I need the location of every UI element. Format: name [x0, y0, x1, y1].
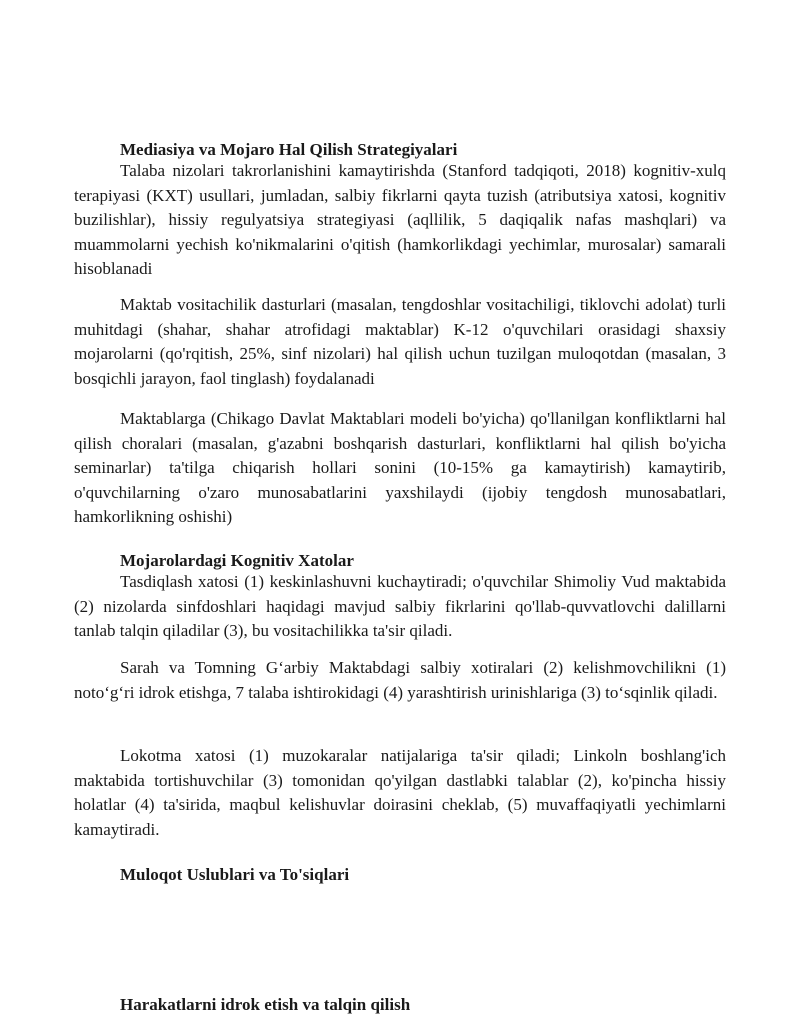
section-heading-mediation: Mediasiya va Mojaro Hal Qilish Strategiyalari — [120, 140, 458, 159]
paragraph-text: Maktab vositachilik dasturlari (masalan, tengdoshlar vositachiligi, tiklovchi adolat) turli muhitdagi (shahar, shahar atrofidagi maktablar) K-12 o'quvchilari orasidagi shaxsiy mojarolarni (qo'rqitish, 25%, sinf nizolari) hal qilish uchun tuzilgan muloqotdan (masalan, 3 bosqichli jarayon, faol tinglash) foydalanadi — [74, 295, 726, 388]
paragraph-text: Maktablarga (Chikago Davlat Maktablari modeli bo'yicha) qo'llanilgan konfliktlarni hal qilish choralari (masalan, g'azabni boshqarish dasturlari, konfliktlarni hal qilish bo'yicha seminarlar) ta'tilga chiqarish hollari sonini (10-15% ga kamaytirish) kamaytirib, o'quvchilarning o'zaro munosabatlarini yaxshilaydi (ijobiy tengdosh munosabatlari, hamkorlikning oshishi) — [74, 409, 726, 526]
paragraph-anchoring-error — [74, 744, 726, 842]
paragraph-text: Tasdiqlash xatosi (1) keskinlashuvni kuchaytiradi; o'quvchilar Shimoliy Vud maktabida (2) nizolarda sinfdoshlari haqidagi mavjud salbiy fikrlarini qo'llab-quvvatlovchi dalillarni tanlab talqin qiladilar (3), bu vositachilikka ta'sir qiladi. — [74, 572, 726, 640]
paragraph-confirmation-bias — [74, 570, 726, 644]
paragraph-text: Lokotma xatosi (1) muzokaralar natijalariga ta'sir qiladi; Linkoln boshlang'ich maktabida tortishuvchilar (3) tomonidan qo'yilgan dastlabki talablar (2), ko'pincha hissiy holatlar (4) ta'sirida, maqbul kelishuvlar doirasini cheklab, (5) muvaffaqiyatli yechimlarni kamaytiradi. — [74, 746, 726, 839]
paragraph-text: Talaba nizolari takrorlanishini kamaytirishda (Stanford tadqiqoti, 2018) kognitiv-xulq terapiyasi (KXT) usullari, jumladan, salbiy fikrlarni qayta tuzish (atributsiya xatosi, kognitiv buzilishlar), hissiy regulyatsiya strategiyasi (aqllilik, 5 daqiqalik nafas mashqlari) va muammolarni yechish ko'nikmalarini o'qitish (hamkorlikdagi yechimlar, murosalar) samarali hisoblanadi — [74, 161, 726, 278]
section-heading-cognitive-errors: Mojarolardagi Kognitiv Xatolar — [120, 551, 354, 570]
paragraph-text: Sarah va Tomning G‘arbiy Maktabdagi salbiy xotiralari (2) kelishmovchilikni (1) noto‘g‘ri idrok etishga, 7 talaba ishtirokidagi (4) yarashtirish urinishlariga (3) to‘sqinlik qiladi. — [74, 658, 726, 702]
paragraph-conflict-resolution-measures — [74, 407, 726, 530]
section-heading-action-perception: Harakatlarni idrok etish va talqin qilish — [120, 995, 411, 1014]
section-heading-communication-styles: Muloqot Uslublari va To'siqlari — [120, 865, 350, 884]
paragraph-mediation-programs — [74, 293, 726, 391]
paragraph-cbt-strategies — [74, 159, 726, 282]
paragraph-negative-memories — [74, 656, 726, 705]
